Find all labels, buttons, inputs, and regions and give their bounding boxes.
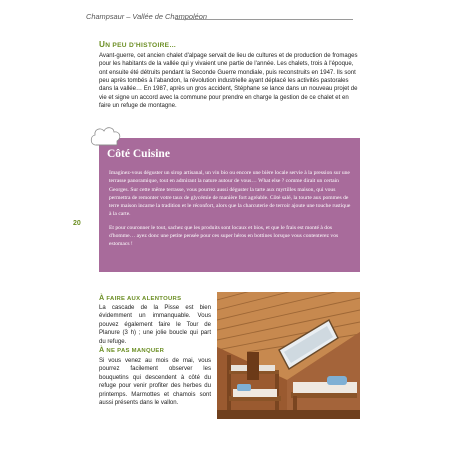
history-body: Avant-guerre, cet ancien chalet d'alpage servait de lieu de cultures et de production de fromages pour les habitants de la vallée qui y vivaient une partie de l'année. Les chalets, trois à l'époque, ont ensuite été détruits pendant la Seconde Guerre mondiale, puis reconstruits en 1947. Ils sont peu après tombés à l'abandon, la révolution industrielle ayant déplacé les activités pastorales dans la vallée… En 1987, après un gros accident, Stéphane se lance dans un nouveau projet de vie et signe un accord avec la commune pour prendre en charge la gestion de ce chalet et en faire un refuge de montagne.	[99, 53, 358, 110]
not-to-miss-title-cap: À	[99, 345, 105, 354]
not-to-miss-body: Si vous venez au mois de mai, vous pourrez facilement observer les bouquetins qui descendent à côté du refuge pour venir profiter des herbes du printemps. Marmottes et chamois sont aussi présents dans le vallon.	[99, 358, 211, 407]
running-header: Champsaur – Vallée de Champoléon	[86, 12, 207, 21]
not-to-miss-title-rest: NE PAS MANQUER	[104, 348, 165, 354]
history-title-rest: N PEU D'HISTOIRE…	[105, 42, 177, 49]
not-to-miss-title	[99, 345, 164, 354]
chef-hat-icon	[89, 124, 123, 150]
dormitory-photo	[217, 292, 360, 419]
cuisine-paragraph-2: Et pour couronner le tout, sachez que les produits sont locaux et bios, et que le frais est monté à dos d'homme… ayez donc une petite pensée pour ces super héros en bottines lorsque vous contenterez vos estomacs !	[109, 224, 339, 248]
cuisine-paragraph-1: Imaginez-vous déguster un sirop artisanal, un vin bio ou encore une bière locale servie à la pression sur une terrasse panoramique, tout en admirant la nature autour de vous… What else ? comme dirait un certain Georges. Sur cette même terrasse, vous pourrez aussi déguster la tarte aux myrtilles maison, qui vous permettra de remonter votre taux de glycémie de manière fort agréable. Côté salé, la tourte aux pommes de terre maison incarne la tradition et le réconfort, alors que la charcuterie de terroir ajoute une touche rustique à la carte.	[109, 170, 351, 218]
around-title	[99, 293, 181, 302]
around-title-cap: À	[99, 293, 105, 302]
history-title-cap: U	[99, 40, 106, 49]
header-rule	[175, 19, 353, 20]
around-title-rest: FAIRE AUX ALENTOURS	[104, 296, 182, 302]
cuisine-body	[109, 169, 352, 254]
cuisine-title: Côté Cuisine	[107, 148, 170, 160]
around-body: La cascade de la Pisse est bien évidemment un immanquable. Vous pouvez également faire le Tour de Planure (3 h) ; une jolie boucle qui part du refuge.	[99, 305, 211, 345]
page-number: 20	[73, 220, 81, 227]
dormitory-photo-illustration	[217, 292, 360, 419]
history-title	[99, 40, 176, 49]
